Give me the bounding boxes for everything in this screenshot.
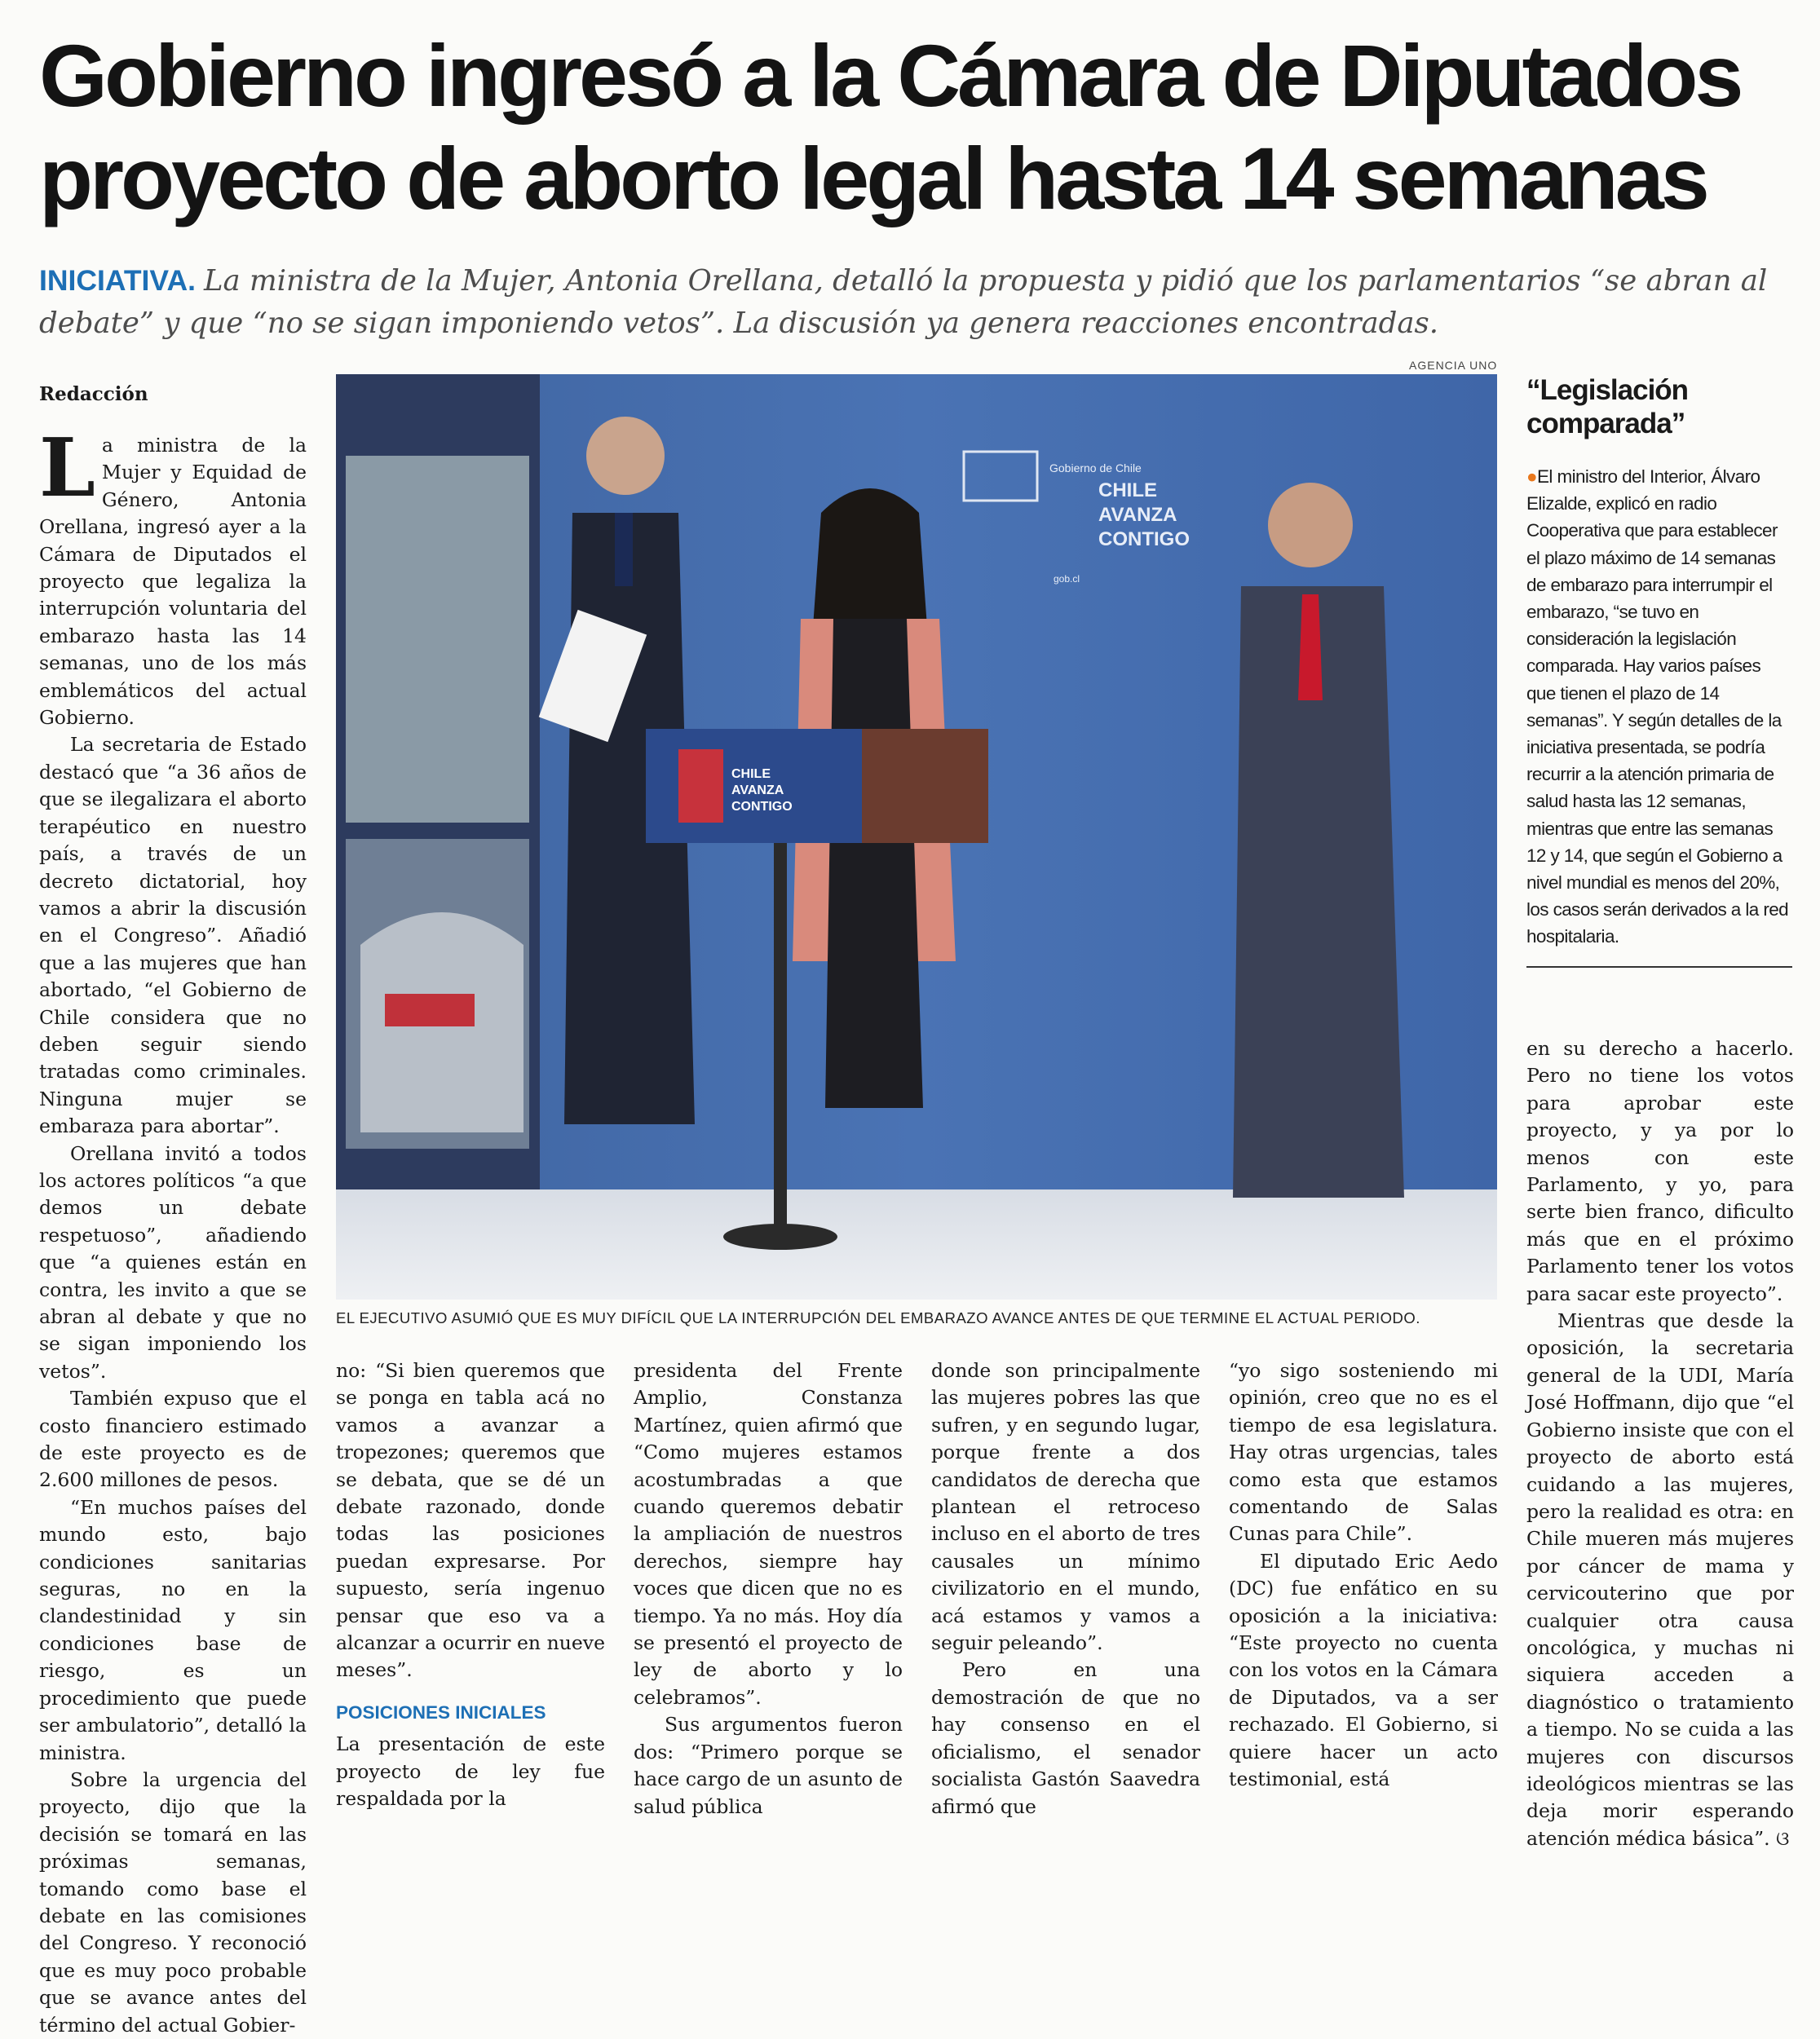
sidebar-text: El ministro del Interior, Álvaro Elizalde, explicó en radio Cooperativa que para establecer el plazo máximo de 14 semanas de embarazo para interrumpir el embarazo, “se tuvo en consideración la legislación comparada. Hay varios países que tienen el plazo de 14 semanas”. Y según detalles de la iniciativa presentada, se podría recurrir a la atención primaria de salud hasta las 12 semanas, mientras que entre las semanas 12 y 14, que según el Gobierno a nivel mundial es menos del 20%, los casos serán derivados a la red hospitalaria. — [1526, 466, 1789, 947]
bullet-icon: ● — [1526, 466, 1537, 487]
deck-text: La ministra de la Mujer, Antonia Orellana, detalló la propuesta y pidió que los parlamentarios “se abran al debate” y que “no se sigan imponiendo vetos”. La discusión ya genera reacciones encontradas. — [39, 264, 1768, 340]
article-paragraph: Orellana invitó a todos los actores políticos “a que demos un debate respetuoso”, añadiendo que “a quienes están en contra, les invito a que se abran al debate y que no se sigan imponiendo los vetos”. — [39, 1141, 307, 1383]
article-paragraph: El diputado Eric Aedo (DC) fue enfático en su oposición a la iniciativa: “Este proyecto no cuenta con los votos en la Cámara de Diputados, va a ser rechazado. El Gobierno, si quiere hacer un acto testimonial, está — [1229, 1549, 1498, 1791]
photo-caption: EL EJECUTIVO ASUMIÓ QUE ES MUY DIFÍCIL QUE LA INTERRUPCIÓN DEL EMBARAZO AVANCE ANTES DE QUE TERMINE EL ACTUAL PERIODO. — [336, 1309, 1420, 1326]
article-paragraph: También expuso que el costo financiero estimado de este proyecto es de 2.600 millones de pesos. — [39, 1387, 307, 1492]
article-paragraph: “yo sigo sosteniendo mi opinión, creo que no es el tiempo de esa legislatura. Hay otras urgencias, tales como esta que estamos comentando de Salas Cunas para Chile”. — [1229, 1359, 1498, 1546]
article-paragraph: presidenta del Frente Amplio, Constanza Martínez, quien afirmó que “Como mujeres estamos acostumbradas a que cuando queremos debatir la ampliación de nuestros derechos, siempre hay voces que dicen que no es tiempo. Ya no más. Hoy día se presentó el proyecto de ley de aborto y lo celebramos”. — [634, 1359, 903, 1709]
press-conference-photo — [336, 374, 1497, 1300]
podium-slogan-2: AVANZA — [731, 783, 784, 797]
article-paragraph: La presentación de este proyecto de ley fue respaldada por la — [336, 1732, 605, 1811]
podium-slogan-1: CHILE — [731, 767, 771, 781]
article-paragraph: Mientras que desde la oposición, la secretaria general de la UDI, María José Hoffmann, dijo que “el Gobierno insiste que con el proyecto de aborto está cuidando a las mujeres, pero la realidad es otra: en Chile mueren más mujeres por cáncer de mama y cervicouterino que por cualquier otra causa oncológica, y muchas ni siquiera acceden a diagnóstico o tratamiento a tiempo. No se cuida a las mujeres con discursos ideológicos mientras se las deja morir esperando atención médica básica”. ଓ — [1526, 1309, 1794, 1850]
backdrop-url: gob.cl — [1054, 573, 1080, 585]
photo-illustration — [336, 374, 1497, 1300]
podium-slogan-3: CONTIGO — [731, 800, 793, 814]
backdrop-logo: Gobierno de Chile — [1049, 461, 1142, 474]
article-column-2 — [336, 1357, 605, 1813]
section-subhead: POSICIONES INICIALES — [336, 1701, 546, 1723]
byline: Redacción — [39, 383, 148, 405]
article-column-5 — [1229, 1357, 1498, 1794]
deck — [39, 259, 1784, 345]
article-paragraph: Pero en una demostración de que no hay consenso en el oficialismo, el senador socialista Gastón Saavedra afirmó que — [931, 1658, 1200, 1818]
article-paragraph: en su derecho a hacerlo. Pero no tiene los votos para aprobar este proyecto, y ya por lo menos con este Parlamento, y yo, para serte bien franco, dificulto más que en el próximo Parlamento tener los votos para sacar este proyecto”. — [1526, 1037, 1794, 1305]
article-paragraph: donde son principalmente las mujeres pobres las que sufren, y en segundo lugar, porque frente a dos candidatos de derecha que plantean el retroceso incluso en el aborto de tres causales un mínimo civilizatorio en el mundo, acá estamos y vamos a seguir peleando”. — [931, 1359, 1200, 1655]
article-column-3 — [634, 1357, 903, 1821]
backdrop-slogan-2: AVANZA — [1098, 504, 1177, 526]
article-paragraph: La secretaria de Estado destacó que “a 36 años de que se ilegalizara el aborto terapéutico en nuestro país, a través de un decreto dictatorial, hoy vamos a abrir la discusión en el Congreso”. Añadió que a las mujeres que han abortado, “el Gobierno de Chile considera que no deben seguir siendo tratadas como criminales. Ninguna mujer se embaraza para abortar”. — [39, 733, 307, 1138]
article-column-1 — [39, 421, 307, 2039]
end-mark-icon: ଓ — [1776, 1826, 1790, 1850]
backdrop-slogan-3: CONTIGO — [1098, 528, 1190, 550]
headline-line-2: proyecto de aborto legal hasta 14 semanas — [39, 129, 1707, 227]
article-paragraph: Sobre la urgencia del proyecto, dijo que la decisión se tomará en las próximas semanas, tomando como base el debate en las comisiones del Congreso. Y reconoció que es muy poco probable que se avance antes del término del actual Gobier- — [39, 1768, 307, 2037]
deck-kicker: INICIATIVA. — [39, 264, 196, 297]
photo-credit: AGENCIA UNO — [1409, 359, 1498, 372]
article-paragraph: Sus argumentos fueron dos: “Primero porque se hace cargo de un asunto de salud pública — [634, 1713, 903, 1818]
sidebar-title: “Legislación comparada” — [1526, 374, 1689, 439]
headline-line-1: Gobierno ingresó a la Cámara de Diputados — [39, 26, 1741, 125]
article-column-6 — [1526, 1035, 1794, 1852]
backdrop-slogan-1: CHILE — [1098, 479, 1157, 501]
sidebar-rule — [1526, 966, 1792, 968]
article-paragraph: “En muchos países del mundo esto, bajo condiciones sanitarias seguras, no en la clandestinidad y sin condiciones base de riesgo, es un procedimiento que puede ser ambulatorio”, detalló la ministra. — [39, 1495, 307, 1764]
sidebar-box — [1526, 463, 1792, 951]
article-column-4 — [931, 1357, 1200, 1821]
article-paragraph: no: “Si bien queremos que se ponga en tabla acá no vamos a avanzar a tropezones; queremos que se debata, que se dé un debate razonado, donde todas las posiciones puedan expresarse. Por supuesto, sería ingenuo pensar que eso va a alcanzar a ocurrir en nueve meses”. — [336, 1359, 605, 1682]
dropcap: L — [39, 421, 95, 515]
article-paragraph: La ministra de la Mujer y Equidad de Género, Antonia Orellana, ingresó ayer a la Cámara de Diputados el proyecto que legaliza la interrupción voluntaria del embarazo hasta las 14 semanas, uno de los más emblemáticos del actual Gobierno. — [39, 421, 307, 730]
headline — [39, 24, 1792, 230]
